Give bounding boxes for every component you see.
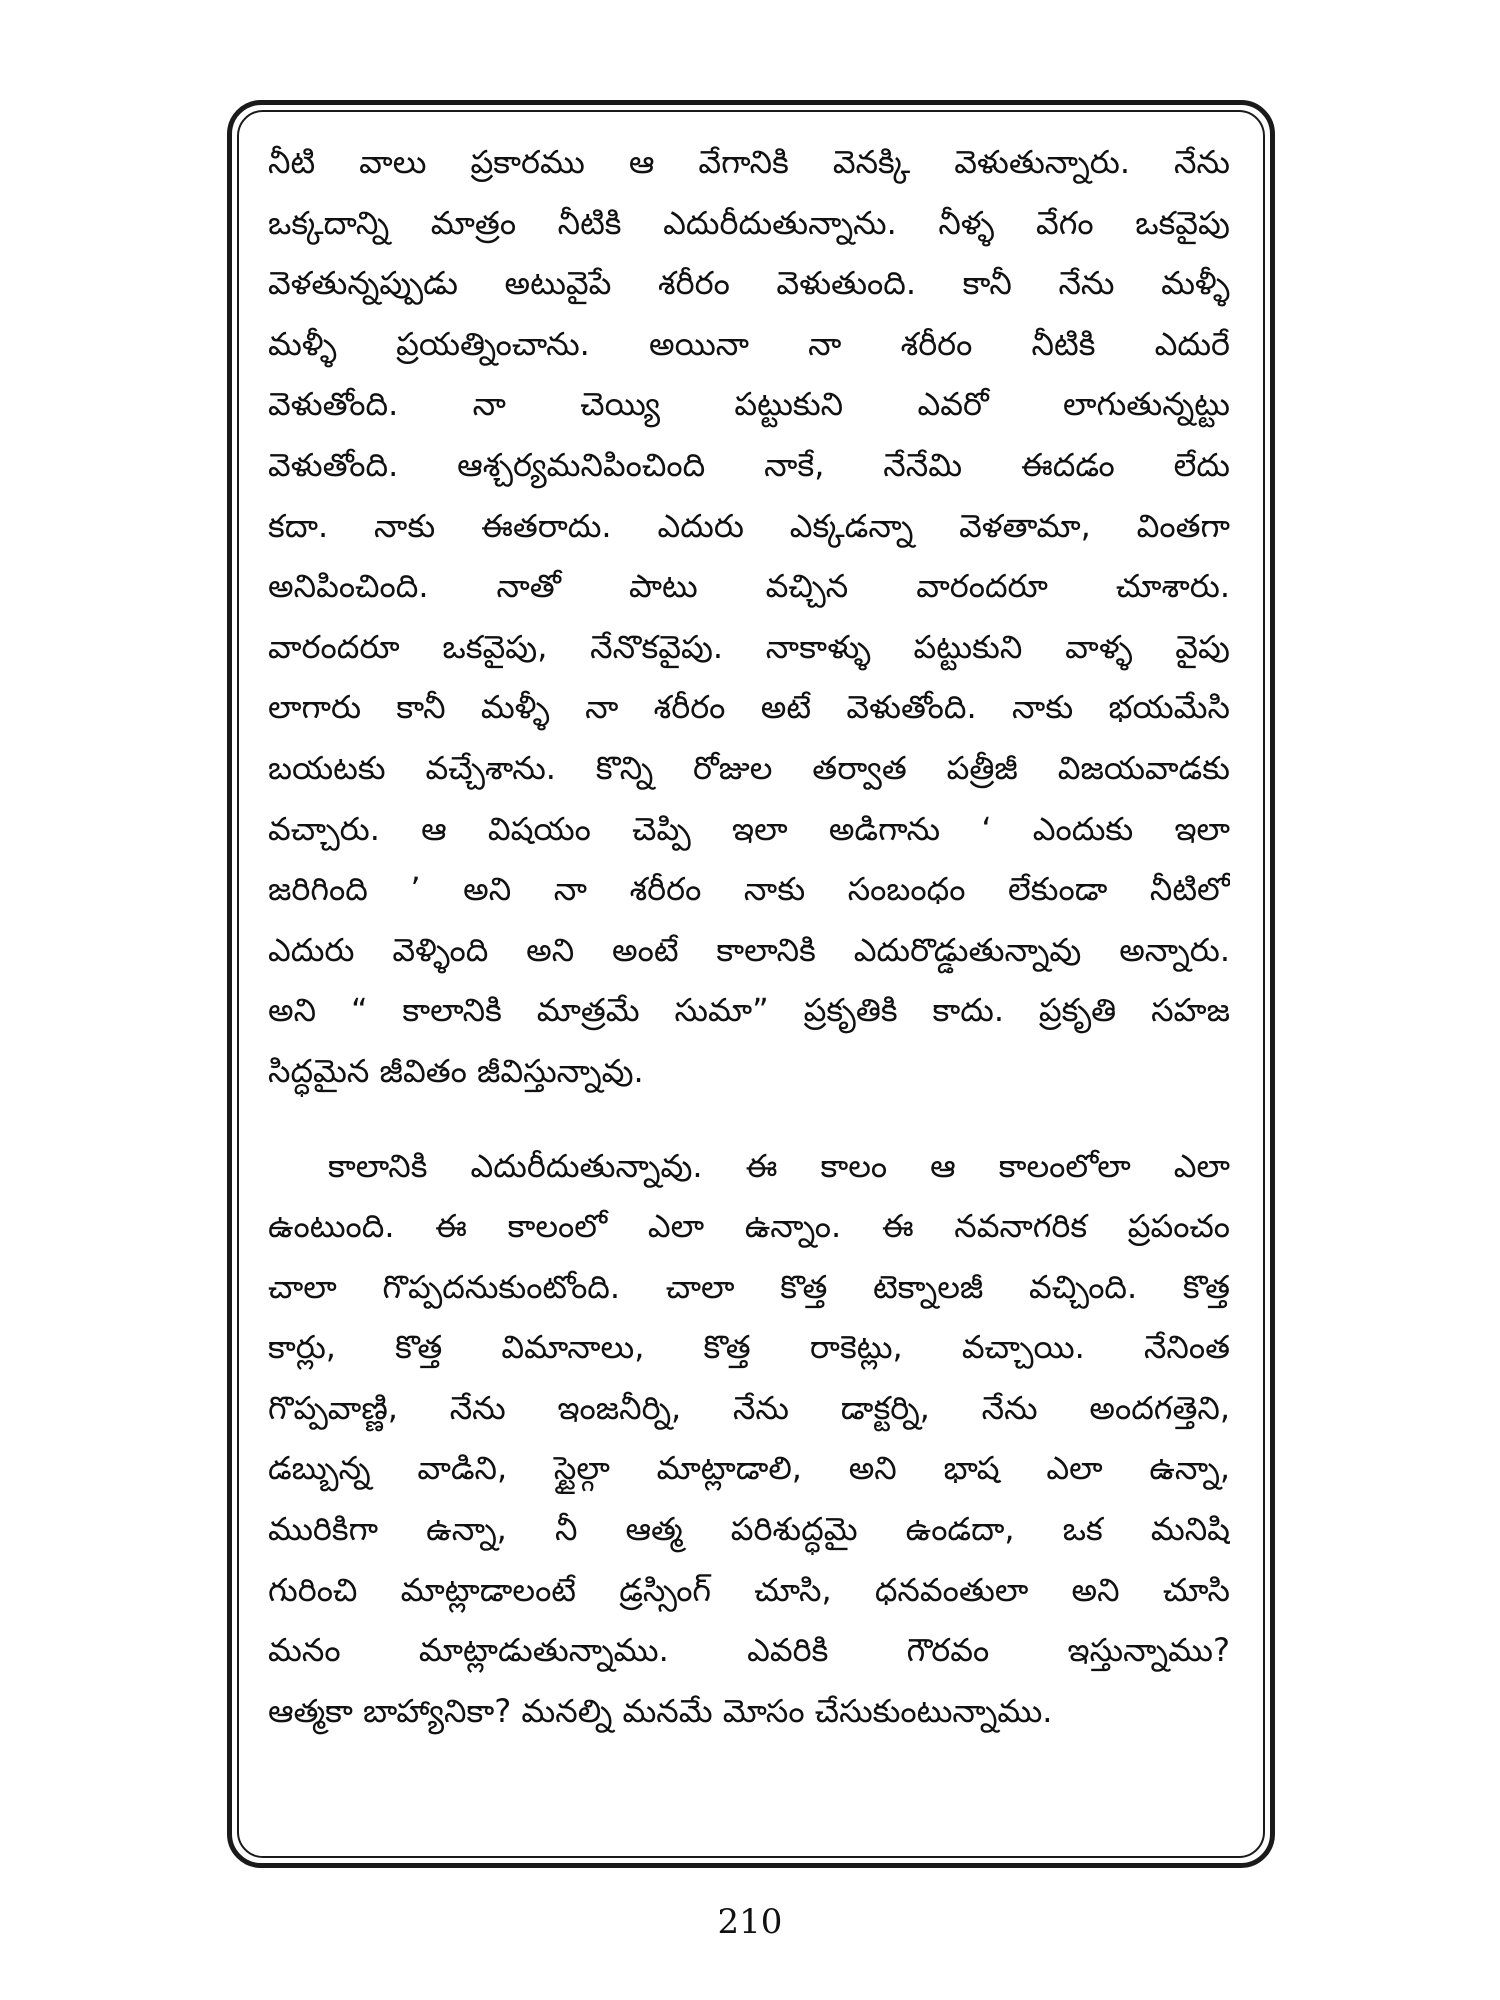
text-line: డబ్బున్న వాడిని, స్టైల్గా మాట్లాడాలి, అని భాష ఎలా ఉన్నా, <box>268 1449 1230 1488</box>
text-line: వెళుతోంది. నా చెయ్యి పట్టుకుని ఎవరో లాగుతున్నట్టు <box>268 385 1230 424</box>
page-body <box>268 132 1230 1741</box>
text-line: మురికిగా ఉన్నా, నీ ఆత్మ పరిశుద్ధమై ఉండదా, ఒక మనిషి <box>268 1510 1230 1549</box>
text-line: ఉంటుంది. ఈ కాలంలో ఎలా ఉన్నాం. ఈ నవనాగరిక ప్రపంచం <box>268 1207 1230 1246</box>
text-line: ఎదురు వెళ్ళింది అని అంటే కాలానికి ఎదురొడ్డుతున్నావు అన్నారు. <box>268 930 1230 969</box>
text-line: గొప్పవాణ్ణి, నేను ఇంజనీర్ని, నేను డాక్టర్ని, నేను అందగత్తెని, <box>268 1388 1230 1427</box>
page-number: 210 <box>717 1902 783 1942</box>
text-line: సిద్ధమైన జీవితం జీవిస్తున్నావు. <box>268 1051 644 1090</box>
text-line: గురించి మాట్లాడాలంటే డ్రస్సింగ్ చూసి, ధనవంతులా అని చూసి <box>268 1570 1230 1609</box>
paragraph-2 <box>268 1136 1230 1742</box>
text-line: కార్లు, కొత్త విమానాలు, కొత్త రాకెట్లు, వచ్చాయి. నేనింత <box>268 1328 1230 1367</box>
text-line: వెళుతోంది. ఆశ్చర్యమనిపించింది నాకే, నేనేమి ఈదడం లేదు <box>268 445 1230 484</box>
text-line: నీటి వాలు ప్రకారము ఆ వేగానికి వెనక్కి వెళుతున్నారు. నేను <box>268 143 1230 181</box>
text-line: మళ్ళీ ప్రయత్నించాను. అయినా నా శరీరం నీటికి ఎదురే <box>268 324 1230 363</box>
text-line: లాగారు కానీ మళ్ళీ నా శరీరం అటే వెళుతోంది. నాకు భయమేసి <box>268 688 1230 727</box>
text-line: కదా. నాకు ఈతరాదు. ఎదురు ఎక్కడన్నా వెళతామా, వింతగా <box>268 506 1230 545</box>
text-line: వచ్చారు. ఆ విషయం చెప్పి ఇలా అడిగాను ‘ ఎందుకు ఇలా <box>268 809 1230 848</box>
text-line: చాలా గొప్పదనుకుంటోంది. చాలా కొత్త టెక్నాలజీ వచ్చింది. కొత్త <box>268 1267 1230 1306</box>
text-line: ఆత్మకా బాహ్యానికా? మనల్ని మనమే మోసం చేసుకుంటున్నాము. <box>268 1691 1053 1730</box>
text-line: వారందరూ ఒకవైపు, నేనొకవైపు. నాకాళ్ళు పట్టుకుని వాళ్ళ వైపు <box>268 627 1230 666</box>
text-line: జరిగింది ’ అని నా శరీరం నాకు సంబంధం లేకుండా నీటిలో <box>268 870 1230 909</box>
text-line: అనిపించింది. నాతో పాటు వచ్చిన వారందరూ చూశారు. <box>268 567 1230 606</box>
text-line: అని “ కాలానికి మాత్రమే సుమా” ప్రకృతికి కాదు. ప్రకృతి సహజ <box>268 991 1230 1030</box>
text-line: కాలానికి ఎదురీదుతున్నావు. ఈ కాలం ఆ కాలంలోలా ఎలా <box>328 1146 1230 1185</box>
paragraph-spacer <box>268 1102 1230 1136</box>
text-line: ఒక్కదాన్ని మాత్రం నీటికి ఎదురీదుతున్నాను. నీళ్ళ వేగం ఒకవైపు <box>268 203 1230 242</box>
text-line: వెళతున్నప్పుడు అటువైపే శరీరం వెళుతుంది. కానీ నేను మళ్ళీ <box>268 264 1230 303</box>
paragraph-1 <box>268 132 1230 1102</box>
text-line: మనం మాట్లాడుతున్నాము. ఎవరికి గౌరవం ఇస్తున్నాము? <box>268 1631 1230 1670</box>
text-line: బయటకు వచ్చేశాను. కొన్ని రోజుల తర్వాత పత్రీజీ విజయవాడకు <box>268 748 1230 787</box>
